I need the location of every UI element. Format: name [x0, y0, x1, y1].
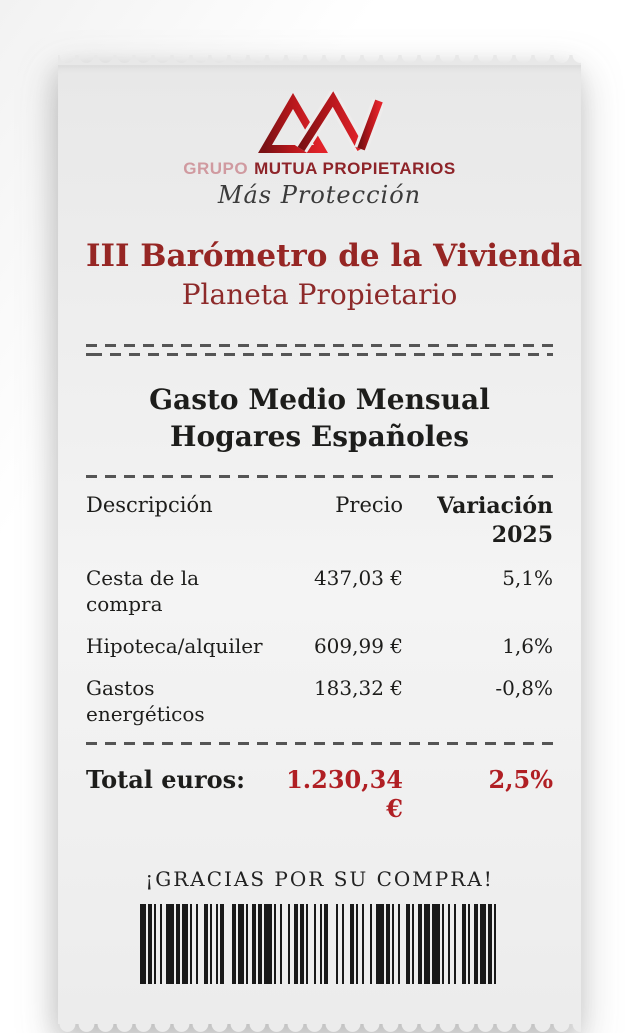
receipt-paper [58, 65, 581, 1024]
col-header-price: Precio [335, 493, 403, 518]
table-row [86, 633, 553, 659]
table-row [86, 675, 553, 727]
row-price: 437,03 € [313, 566, 403, 591]
barcode [140, 904, 500, 984]
mutua-m-logo-icon [257, 91, 383, 155]
row-description: Cesta de la compra [86, 566, 200, 617]
brand-grupo: GRUPO [183, 159, 249, 178]
total-row [86, 765, 553, 823]
section-heading-line1: Gasto Medio Mensual [149, 383, 490, 417]
col-header-description: Descripción [86, 493, 213, 518]
separator-dashed [86, 742, 553, 745]
total-price: 1.230,34 € [286, 765, 403, 824]
thanks-message: ¡GRACIAS POR SU COMPRA! [145, 867, 494, 892]
total-variation: 2,5% [488, 765, 553, 795]
table-body [86, 565, 553, 727]
torn-edge-bottom [58, 1024, 581, 1033]
receipt-subtitle: Planeta Propietario [181, 278, 458, 312]
row-price: 183,32 € [313, 676, 403, 701]
table-row [86, 565, 553, 617]
row-price: 609,99 € [313, 634, 403, 659]
brand-tagline: Más Protección [217, 181, 422, 210]
table-header-row [86, 492, 553, 549]
section-heading-line2: Hogares Españoles [169, 419, 469, 453]
total-label: Total euros: [86, 765, 245, 795]
brand-name [86, 159, 553, 179]
row-variation: -0,8% [495, 676, 553, 701]
expenses-table [86, 492, 553, 823]
torn-edge-top [58, 55, 581, 65]
row-description: Gastos energéticos [86, 676, 205, 727]
brand-mutua-propietarios: MUTUA PROPIETARIOS [254, 159, 456, 178]
col-header-variation: Variación 2025 [437, 493, 553, 548]
separator-double-dashed [86, 344, 553, 356]
receipt-title: III Barómetro de la Vivienda [86, 238, 583, 275]
row-variation: 1,6% [502, 634, 553, 659]
section-heading [86, 382, 553, 455]
row-description: Hipoteca/alquiler [86, 634, 263, 659]
row-variation: 5,1% [502, 566, 553, 591]
separator-dashed [86, 475, 553, 478]
receipt [58, 55, 581, 1033]
